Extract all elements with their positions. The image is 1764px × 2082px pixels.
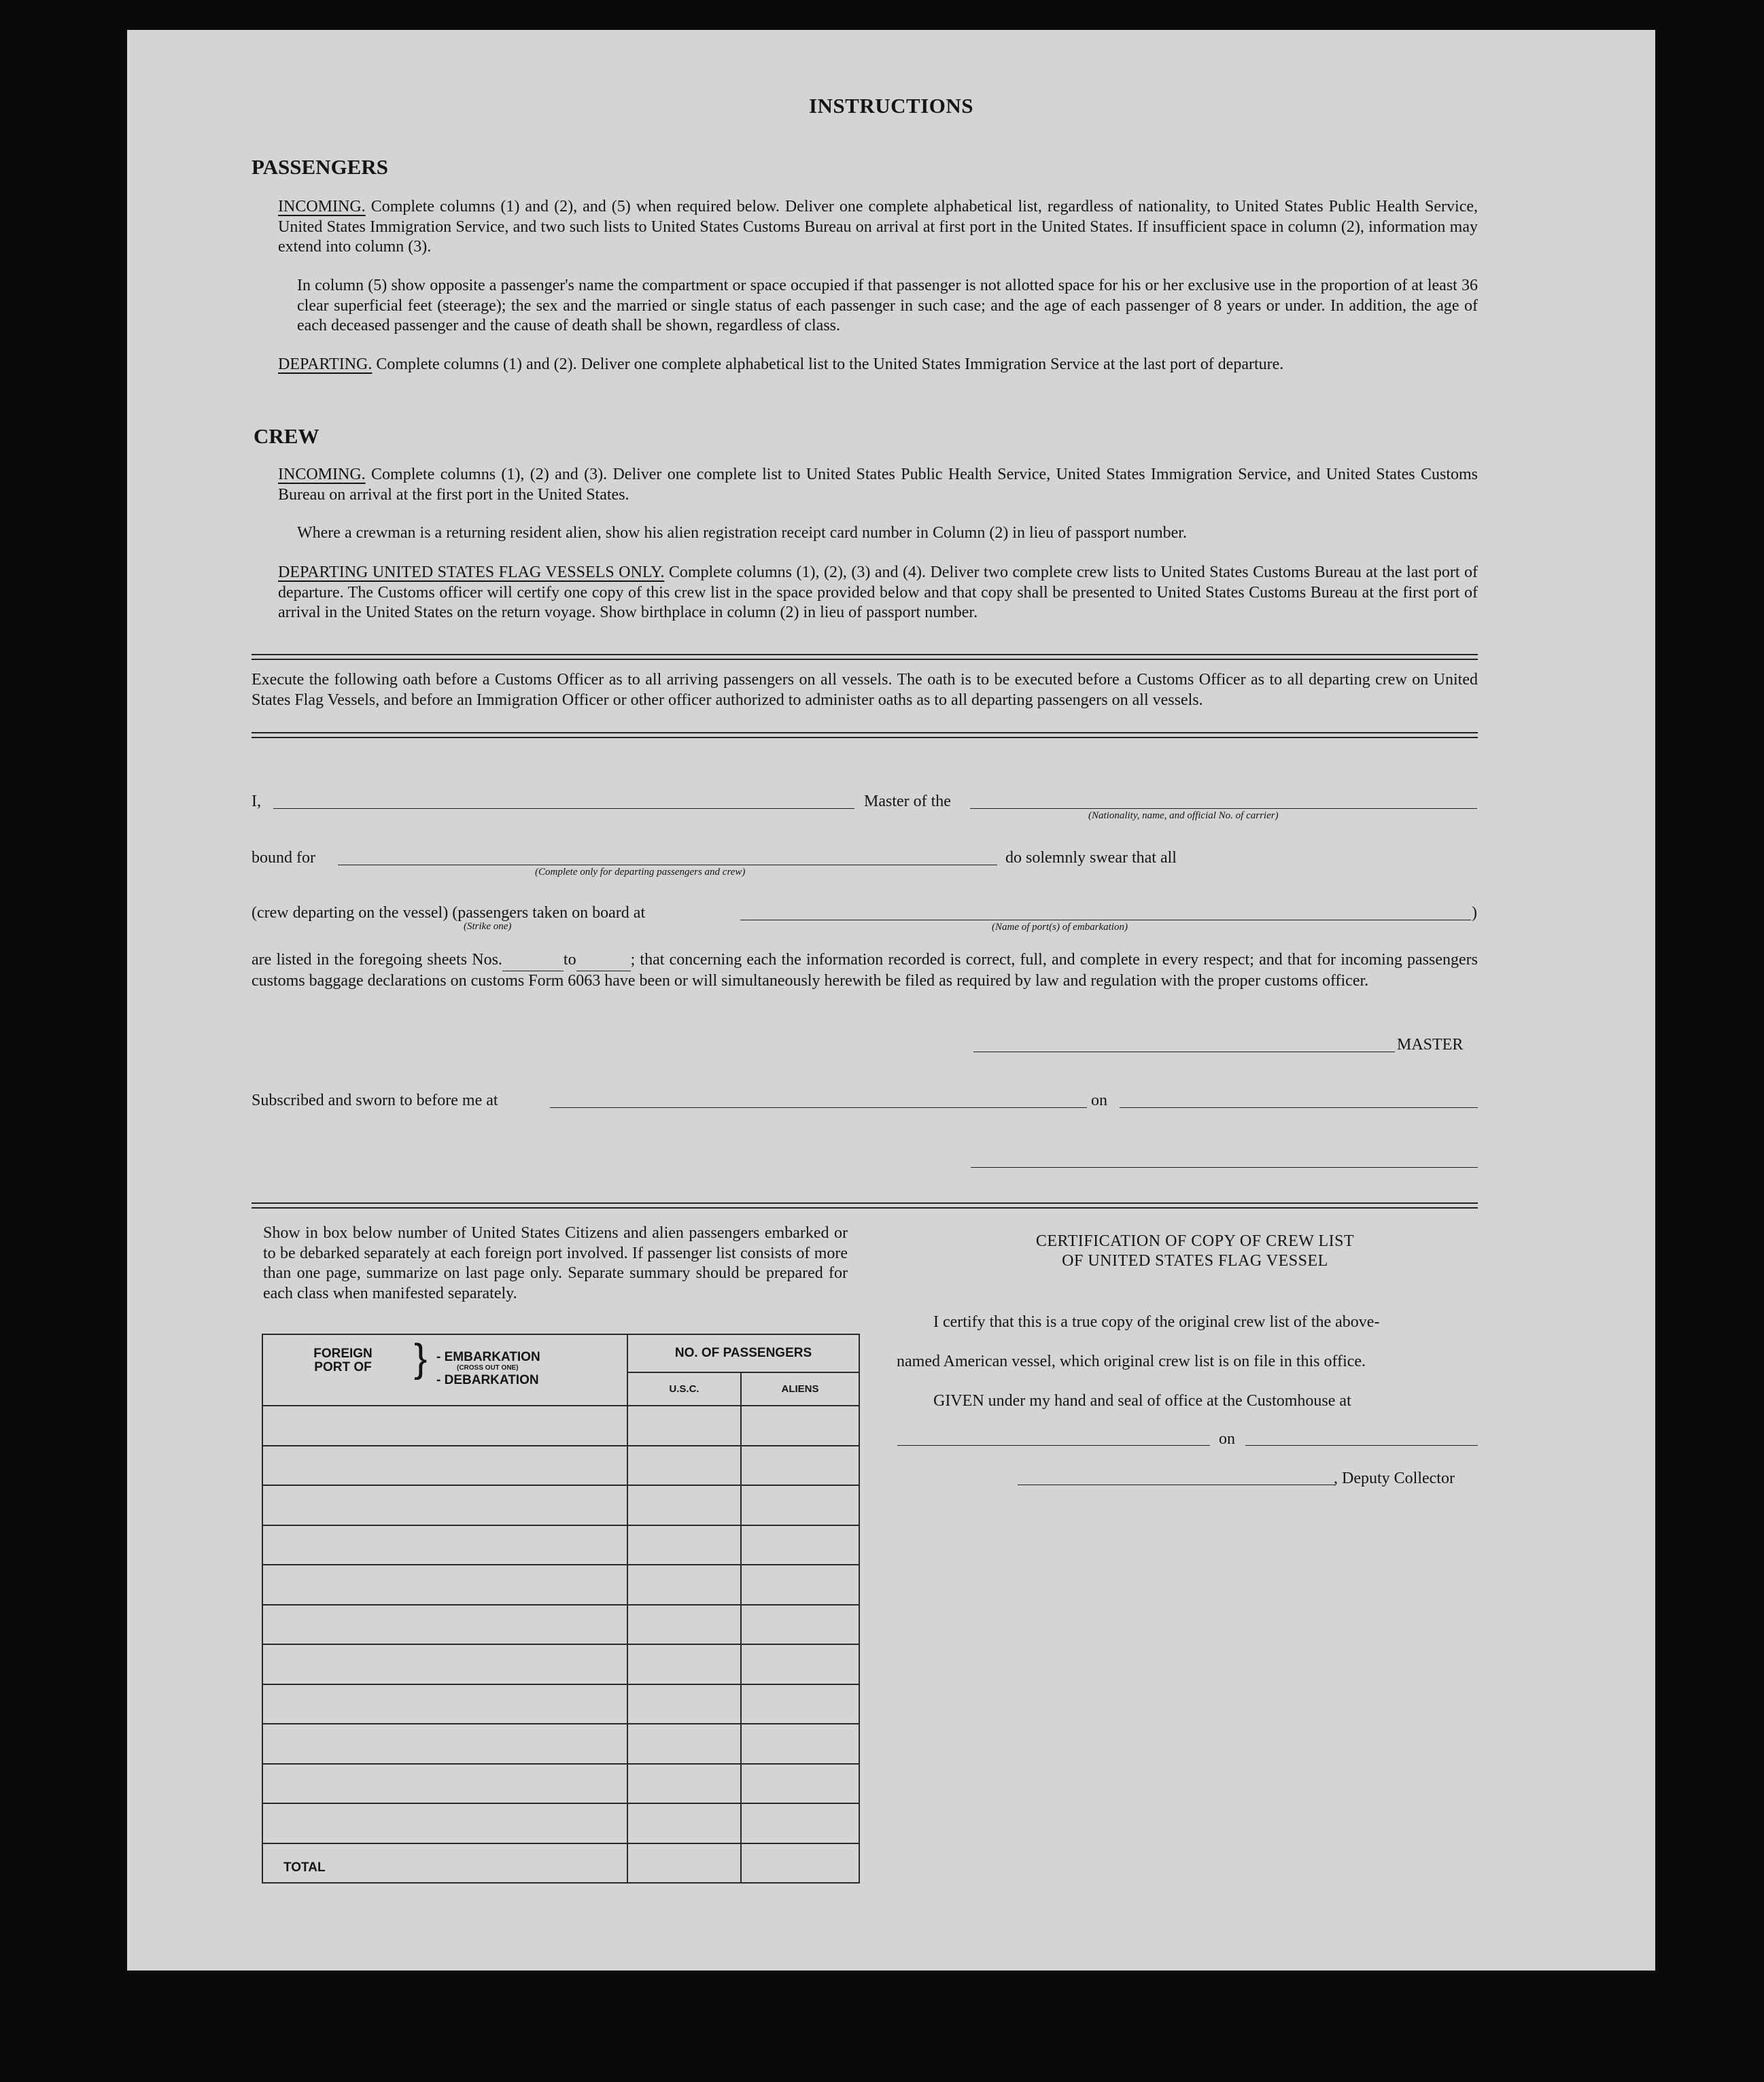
port-cell[interactable] [262, 1565, 627, 1605]
table-row [262, 1446, 859, 1486]
strike-one-caption: (Strike one) [464, 921, 512, 932]
table-row [262, 1724, 859, 1764]
passengers-incoming [278, 197, 1478, 258]
crew-departing-text: Complete columns (1), (2), (3) and (4). Deliver two complete crew lists to United States Customs Bureau at the last port of departure. The Customs officer will certify one copy of this crew list in the space provided below and that copy shall be presented to United States Customs Bureau at the first port of arrival in the United States on the return voyage. Show birthplace in column (2) in lieu of passport number. [278, 563, 1478, 621]
bound-for-label: bound for [252, 849, 315, 867]
no-of-passengers-header: NO. OF PASSENGERS [627, 1334, 859, 1372]
aliens-header: ALIENS [741, 1372, 859, 1406]
carrier-field[interactable] [970, 808, 1477, 809]
given-text: GIVEN under my hand and seal of office at the Customhouse at [933, 1392, 1351, 1410]
usc-cell[interactable] [627, 1803, 741, 1843]
aliens-cell[interactable] [741, 1803, 859, 1843]
subscribed-text: Subscribed and sworn to before me at [252, 1092, 498, 1109]
cross-out-one-label: (CROSS OUT ONE) [457, 1364, 519, 1372]
master-of-the-label: Master of the [864, 793, 951, 810]
crew-incoming-text: Complete columns (1), (2) and (3). Deliver one complete list to United States Public Health Service, United States Immigration Service, and United States Customs Bureau on arrival at the first port in the United States. [278, 466, 1478, 504]
usc-cell[interactable] [627, 1446, 741, 1486]
aliens-cell[interactable] [741, 1446, 859, 1486]
master-label: MASTER [1397, 1036, 1464, 1054]
usc-cell[interactable] [627, 1406, 741, 1446]
passengers-incoming-text: Complete columns (1) and (2), and (5) when required below. Deliver one complete alphabetical list, regardless of nationality, to United States Public Health Service, United States Immigration Service, and two such lists to United States Customs Bureau on arrival at first port in the United States. If insufficient space in column (2), information may extend into column (3). [278, 198, 1478, 256]
port-cell[interactable] [262, 1684, 627, 1724]
usc-total-cell[interactable] [627, 1843, 741, 1884]
table-row [262, 1803, 859, 1843]
crew-departing-label: DEPARTING UNITED STATES FLAG VESSELS ONLY. [278, 563, 665, 581]
passengers-column5: In column (5) show opposite a passenger's name the compartment or space occupied if that passenger is not allotted space for his or her exclusive use in the proportion of at least 36 clear superficial feet (steerage); the sex and the married or single status of each passenger in such case; and the age of each passenger of 8 years or under. In addition, the age of each deceased passenger and the cause of death shall be shown, regardless of class. [297, 277, 1478, 334]
foreign-port-of-label: FOREIGN PORT OF [313, 1347, 373, 1374]
port-cell[interactable] [262, 1605, 627, 1645]
port-cell[interactable] [262, 1803, 627, 1843]
crew-passengers-text: (crew departing on the vessel) (passengers taken on board at [252, 904, 646, 922]
divider [252, 732, 1478, 733]
sworn-date-field[interactable] [1120, 1107, 1478, 1108]
aliens-cell[interactable] [741, 1485, 859, 1525]
listed-text-1: are listed in the foregoing sheets Nos. [252, 951, 502, 969]
customhouse-field[interactable] [897, 1445, 1210, 1446]
bound-for-caption: (Complete only for departing passengers and crew) [535, 867, 746, 878]
divider [252, 1207, 1478, 1209]
port-cell[interactable] [262, 1764, 627, 1804]
crew-departing [278, 563, 1478, 623]
usc-header: U.S.C. [627, 1372, 741, 1406]
passengers-incoming-label: INCOMING. [278, 198, 366, 215]
passengers-departing-text: Complete columns (1) and (2). Deliver one complete alphabetical list to the United States Immigration Service at the last port of departure. [376, 355, 1284, 373]
aliens-cell[interactable] [741, 1605, 859, 1645]
crew-heading: CREW [254, 424, 319, 448]
certify-line-2: named American vessel, which original crew list is on file in this office. [897, 1353, 1366, 1370]
oath-i: I, [252, 793, 261, 810]
sworn-place-field[interactable] [550, 1107, 1087, 1108]
passengers-departing-label: DEPARTING. [278, 355, 373, 373]
certification-title [916, 1232, 1474, 1271]
divider [252, 1202, 1478, 1204]
crew-incoming [278, 465, 1478, 505]
total-row [262, 1843, 859, 1884]
port-cell[interactable] [262, 1644, 627, 1684]
listed-text-2: ; that concerning each the information recorded is correct, full, and complete in every respect; and that for incoming passengers customs baggage declarations on customs Form 6063 have been or will simultaneously herewith be filed as required by law and regulation with the proper customs officer. [252, 951, 1478, 990]
passenger-summary-table [262, 1334, 860, 1884]
page-title: INSTRUCTIONS [808, 94, 973, 118]
port-caption: (Name of port(s) of embarkation) [992, 922, 1128, 933]
port-cell[interactable] [262, 1446, 627, 1486]
aliens-cell[interactable] [741, 1684, 859, 1724]
table-row [262, 1525, 859, 1565]
usc-cell[interactable] [627, 1724, 741, 1764]
usc-cell[interactable] [627, 1684, 741, 1724]
listed-sheets-text [252, 950, 1478, 991]
crew-incoming-label: INCOMING. [278, 466, 366, 483]
divider [252, 654, 1478, 655]
port-cell[interactable] [262, 1485, 627, 1525]
certification-title-line-2: OF UNITED STATES FLAG VESSEL [1062, 1252, 1328, 1270]
close-paren: ) [1472, 904, 1477, 922]
table-row [262, 1644, 859, 1684]
table-row [262, 1406, 859, 1446]
usc-cell[interactable] [627, 1565, 741, 1605]
aliens-total-cell[interactable] [741, 1843, 859, 1884]
master-name-field[interactable] [273, 808, 854, 809]
usc-cell[interactable] [627, 1605, 741, 1645]
solemnly-swear-text: do solemnly swear that all [1005, 849, 1177, 867]
foreign-port-header [262, 1334, 627, 1406]
aliens-cell[interactable] [741, 1406, 859, 1446]
crew-resident-alien: Where a crewman is a returning resident alien, show his alien registration receipt card number in Column (2) in lieu of passport number. [297, 524, 1187, 542]
summary-instructions: Show in box below number of United States Citizens and alien passengers embarked or to be debarked separately at each foreign port involved. If passenger list consists of more than one page, summarize on last page only. Separate summary should be prepared for each class when manifested separately. [263, 1224, 848, 1302]
certification-on-label: on [1219, 1430, 1235, 1448]
table-row [262, 1684, 859, 1724]
usc-cell[interactable] [627, 1485, 741, 1525]
sworn-on-label: on [1091, 1092, 1107, 1109]
port-cell[interactable] [262, 1724, 627, 1764]
oath-instructions: Execute the following oath before a Customs Officer as to all arriving passengers on all vessels. The oath is to be executed before a Customs Officer as to all departing crew on United States Flag Vessels, and before an Immigration Officer or other officer authorized to administer oaths as to all departing passengers on all vessels. [252, 671, 1478, 709]
certification-title-line-1: CERTIFICATION OF COPY OF CREW LIST [1035, 1232, 1355, 1250]
port-cell[interactable] [262, 1406, 627, 1446]
carrier-caption: (Nationality, name, and official No. of carrier) [1088, 810, 1279, 821]
aliens-cell[interactable] [741, 1644, 859, 1684]
divider [252, 659, 1478, 660]
certify-line-1: I certify that this is a true copy of the original crew list of the above- [933, 1313, 1380, 1331]
port-cell[interactable] [262, 1525, 627, 1565]
embarkation-label: - EMBARKATION [436, 1350, 540, 1364]
certification-date-field[interactable] [1245, 1445, 1478, 1446]
debarkation-label: - DEBARKATION [436, 1373, 539, 1387]
aliens-cell[interactable] [741, 1764, 859, 1804]
usc-cell[interactable] [627, 1764, 741, 1804]
divider [252, 737, 1478, 738]
aliens-cell[interactable] [741, 1525, 859, 1565]
usc-cell[interactable] [627, 1644, 741, 1684]
sheet-to-field[interactable] [576, 950, 631, 971]
usc-cell[interactable] [627, 1525, 741, 1565]
passengers-heading: PASSENGERS [252, 155, 388, 179]
officer-signature-field[interactable] [971, 1167, 1478, 1168]
sheet-from-field[interactable] [502, 950, 564, 971]
listed-to: to [563, 951, 576, 969]
passengers-departing [278, 355, 1478, 375]
table-row [262, 1565, 859, 1605]
deputy-collector-label: , Deputy Collector [1334, 1470, 1455, 1487]
brace: } [414, 1336, 428, 1381]
total-label: TOTAL [262, 1843, 627, 1884]
table-row [262, 1485, 859, 1525]
table-row [262, 1605, 859, 1645]
table-row [262, 1764, 859, 1804]
aliens-cell[interactable] [741, 1724, 859, 1764]
aliens-cell[interactable] [741, 1565, 859, 1605]
form-page [127, 30, 1655, 1971]
